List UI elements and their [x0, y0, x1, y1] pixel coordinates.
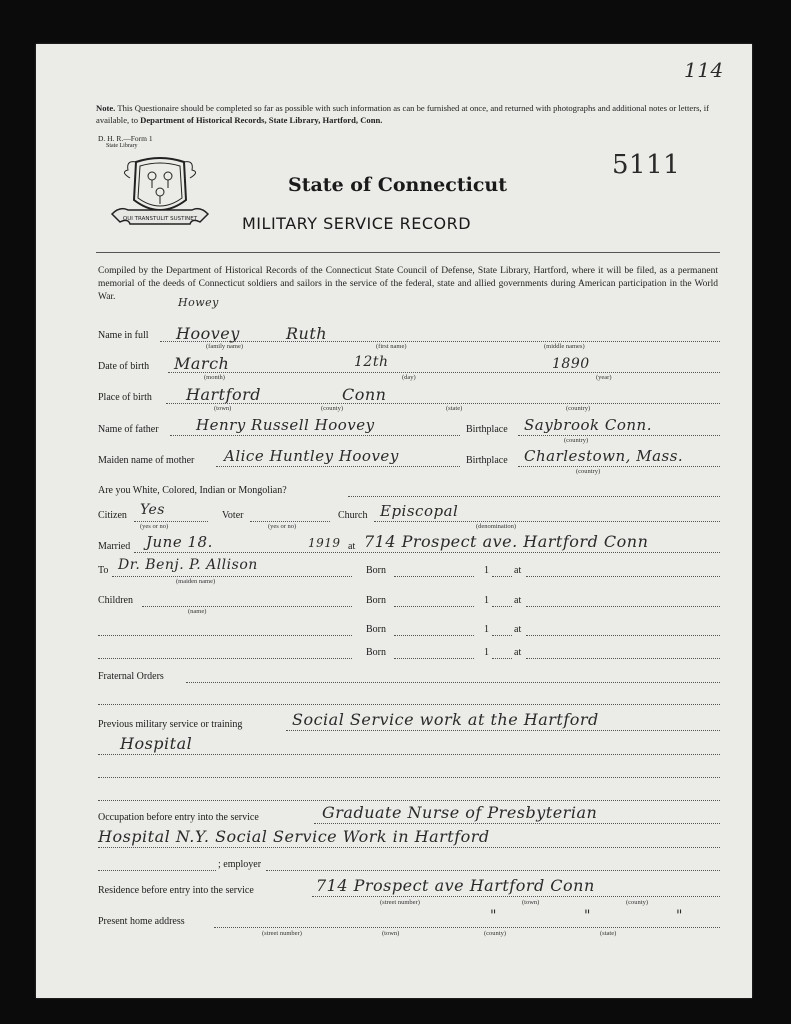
father-name-entry: Henry Russell Hoovey [196, 416, 375, 434]
title-divider [96, 252, 720, 253]
first-name-entry: Ruth [286, 324, 328, 343]
married-label: Married [98, 541, 131, 552]
ditto-town: " [490, 908, 497, 924]
residence-label: Residence before entry into the service [98, 885, 254, 896]
state-title: State of Connecticut [288, 174, 507, 196]
present-home-label: Present home address [98, 916, 185, 927]
father-birthplace-entry: Saybrook Conn. [524, 416, 652, 434]
voter-label: Voter [222, 510, 244, 521]
birth-year-entry: 1890 [552, 356, 590, 372]
form-id: D. H. R.—Form 1 [98, 134, 153, 143]
mother-birthplace-entry: Charlestown, Mass. [524, 447, 684, 465]
fraternal-label: Fraternal Orders [98, 671, 164, 682]
previous-service-entry-2: Hospital [120, 734, 193, 753]
note-text: This Questionaire should be completed so far as possible with such information as can be furnished at once, and returned with photographs and additional notes or letters, if available, to [96, 103, 709, 125]
church-entry: Episcopal [380, 502, 459, 520]
page-number: 114 [684, 58, 724, 82]
previous-service-label: Previous military service or training [98, 719, 243, 730]
record-number: 5111 [612, 150, 681, 180]
residence-entry: 714 Prospect ave Hartford Conn [316, 876, 595, 895]
spouse-entry: Dr. Benj. P. Allison [118, 557, 258, 573]
occupation-label: Occupation before entry into the service [98, 812, 259, 823]
pob-label: Place of birth [98, 392, 152, 403]
note-address: Department of Historical Records, State Library, Hartford, Conn. [140, 115, 383, 125]
married-year-entry: 1919 [308, 536, 341, 550]
compiled-paragraph: Compiled by the Department of Historical Records of the Connecticut State Council of Defense, State Library, Hartford, where it will be filed, as a permanent memorial of the deeds of Connecticut soldiers and sailors in the service of the federal, state and allied governments during American participation in the World War. [98, 266, 718, 302]
birth-town-entry: Hartford [186, 385, 262, 404]
previous-service-entry-1: Social Service work at the Hartford [292, 710, 599, 729]
citizen-entry: Yes [140, 502, 165, 518]
form-sub: State Library [106, 143, 138, 149]
surname-correction: Howey [178, 296, 219, 309]
ditto-county: " [584, 908, 591, 924]
to-label: To [98, 565, 109, 576]
occupation-entry-1: Graduate Nurse of Presbyterian [322, 803, 598, 822]
birth-month-entry: March [174, 354, 230, 373]
name-label: Name in full [98, 330, 149, 341]
children-label: Children [98, 595, 133, 606]
occupation-entry-2: Hospital N.Y. Social Service Work in Hartford [98, 827, 490, 846]
seal-motto: QUI TRANSTULIT SUSTINET [122, 216, 198, 222]
ditto-state: " [676, 908, 683, 924]
married-place-entry: 714 Prospect ave. Hartford Conn [364, 532, 649, 551]
birth-day-entry: 12th [354, 354, 389, 370]
church-label: Church [338, 510, 368, 521]
employer-label: ; employer [218, 859, 262, 870]
main-title: MILITARY SERVICE RECORD [242, 214, 472, 233]
father-birthplace-label: Birthplace [466, 424, 508, 435]
father-label: Name of father [98, 424, 159, 435]
note-label: Note. [96, 103, 116, 113]
mother-label: Maiden name of mother [98, 455, 195, 466]
married-at-label: at [348, 541, 356, 552]
mother-name-entry: Alice Huntley Hoovey [224, 447, 399, 465]
citizen-label: Citizen [98, 510, 127, 521]
form-paper: 114 5111 Note. This Questionaire should be completed so far as possible with such information as can be furnished at once, and returned with photographs and additional notes or letters, if available, to Department of Historical Records, State Library, Hartford, Conn. D. H. R.—Form 1 State Library QUI TRANSTULIT SUSTINET State of Connecticut MILITARY SERVICE RECORD Compiled by the Department of Historical Records of the Connecticut State Council of Defense, State Library, Hartford, where it will be filed, as a permanent memorial of the deeds of Connecticut soldiers and sailors in the service of the federal, state and allied governments during American participation in the World War. Howey Name in full Hoovey Ruth (family name) (first name) (middle names) Date of birth March 12th 1890 (month) (day) (year) Place of birth Hartford Conn (town) (county) (state) (country) Name of father Henry Russell Hoovey Birthplace Saybrook Conn. (country) Maiden name of mother Alice Huntley Hoovey Birthplace Charlestown, Mass. (country) Are you White, Colored, Indian or Mongolian? Citizen Yes (yes or no) Voter (yes or no) Church Episcopal (denomination) Married June 18. 1919 at 714 Prospect ave. Hartford Conn To Dr. Benj. P. Allison (maiden name) Born 1 at Children (name) Born 1 at Born 1 at Born 1 at Fraternal Orders Previous military service or training Social Service work at the Hartford Hospital Occupation before entry into the service Graduate Nurse of Presbyterian Hospital N.Y. Social Service Work in Hartford ; employer Residence before entry into the service 714 Prospect ave Hartford Conn (street number) (town) (county) Present home address " " " (street number) (town) (county) (state) [36, 44, 752, 998]
note-paragraph [96, 102, 716, 126]
race-label: Are you White, Colored, Indian or Mongolian? [98, 485, 287, 496]
married-date-entry: June 18. [146, 533, 213, 551]
dob-label: Date of birth [98, 361, 150, 372]
family-name-entry: Hoovey [176, 324, 240, 343]
state-seal-icon [106, 156, 214, 234]
birth-state-entry: Conn [342, 385, 387, 404]
mother-birthplace-label: Birthplace [466, 455, 508, 466]
